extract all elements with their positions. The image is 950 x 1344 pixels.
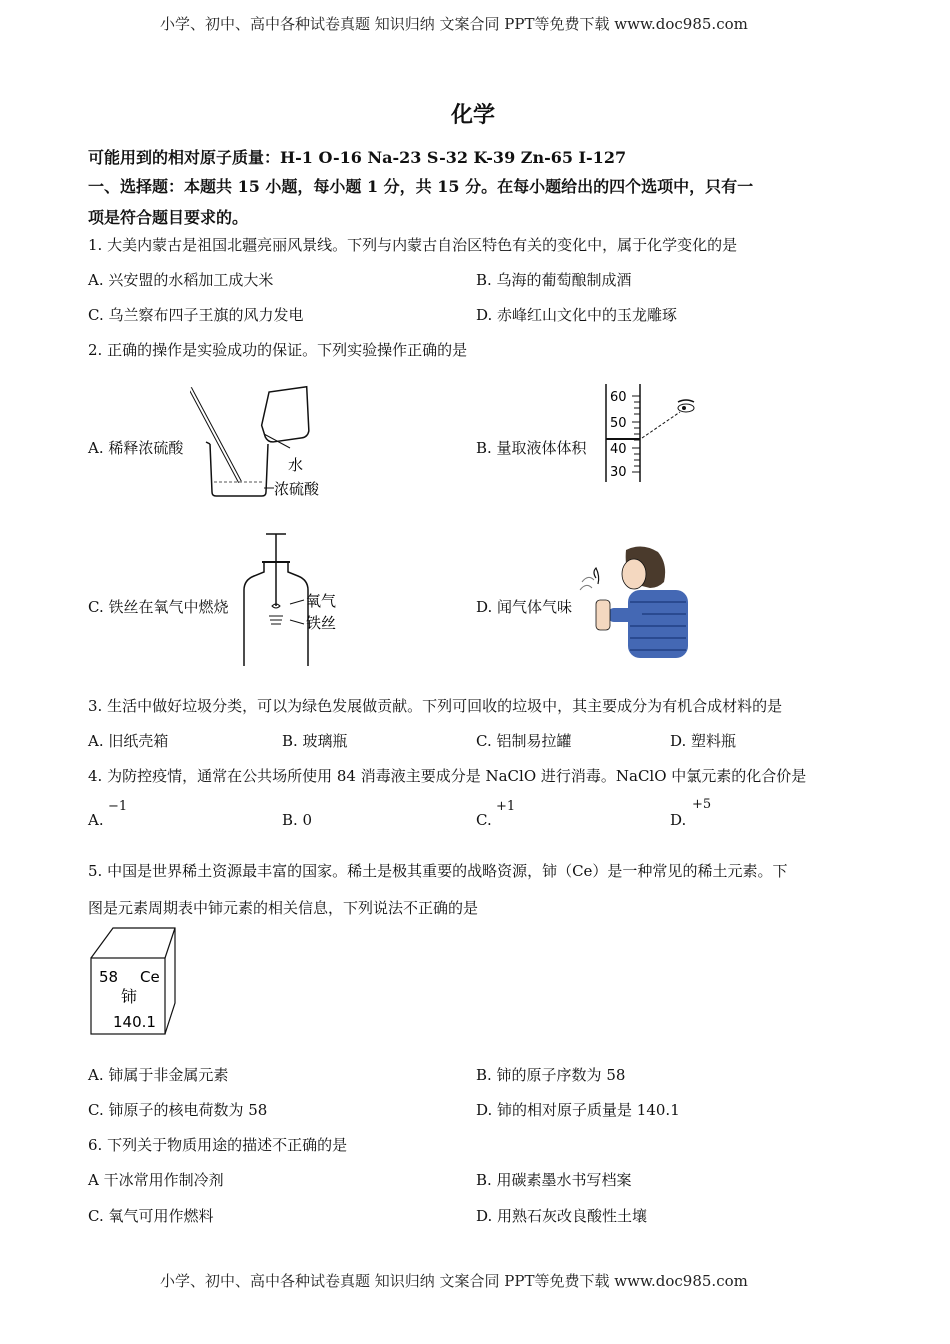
q2-option-b: B. 量取液体体积 — [476, 439, 587, 457]
q5-option-a: A. 铈属于非金属元素 — [88, 1066, 229, 1084]
element-atomic-number: 58 — [99, 968, 119, 986]
figure-smell-gas-person — [578, 542, 693, 662]
page-footer: 小学、初中、高中各种试卷真题 知识归纳 文案合同 PPT等免费下载 www.doc985.com — [160, 1272, 748, 1290]
q5-stem-line2: 图是元素周期表中铈元素的相关信息，下列说法不正确的是 — [88, 899, 479, 917]
page-title: 化学 — [451, 102, 496, 128]
q2-stem: 2. 正确的操作是实验成功的保证。下列实验操作正确的是 — [88, 341, 468, 359]
q1-option-d: D. 赤峰红山文化中的玉龙雕琢 — [476, 306, 678, 324]
q4-stem: 4. 为防控疫情，通常在公共场所使用 84 消毒液主要成分是 NaClO 进行消毒。NaClO 中氯元素的化合价是 — [88, 767, 807, 785]
fig-b-tick-50: 50 — [610, 416, 627, 431]
eye-icon — [678, 400, 694, 412]
q6-option-c: C. 氧气可用作燃料 — [88, 1207, 214, 1225]
fig-a-label-water: 水 — [288, 456, 304, 474]
fig-b-tick-60: 60 — [610, 390, 627, 405]
figure-dilute-acid — [190, 382, 340, 502]
q1-stem: 1. 大美内蒙古是祖国北疆亮丽风景线。下列与内蒙古自治区特色有关的变化中，属于化学变化的是 — [88, 236, 738, 254]
q1-option-b: B. 乌海的葡萄酿制成酒 — [476, 271, 632, 289]
q5-option-c: C. 铈原子的核电荷数为 58 — [88, 1101, 268, 1119]
q3-option-b: B. 玻璃瓶 — [282, 732, 348, 750]
fig-a-label-acid: 浓硫酸 — [274, 480, 320, 498]
fig-b-tick-40: 40 — [610, 442, 627, 457]
q4-option-b: B. 0 — [282, 811, 313, 829]
q1-option-a: A. 兴安盟的水稻加工成大米 — [88, 271, 274, 289]
q5-stem-line1: 5. 中国是世界稀土资源最丰富的国家。稀土是极其重要的战略资源，铈（Ce）是一种常见的稀土元素。下 — [88, 862, 788, 880]
q5-option-d: D. 铈的相对原子质量是 140.1 — [476, 1101, 680, 1119]
section-heading-line1: 一、选择题：本题共 15 小题，每小题 1 分，共 15 分。在每小题给出的四个选项中，只有一 — [88, 177, 754, 196]
atomic-masses: 可能用到的相对原子质量：H-1 O-16 Na-23 S-32 K-39 Zn-65 I-127 — [88, 148, 627, 167]
element-symbol: Ce — [140, 968, 160, 986]
q4-option-a: A. — [88, 811, 104, 829]
q2-option-c: C. 铁丝在氧气中燃烧 — [88, 598, 229, 616]
q3-option-a: A. 旧纸壳箱 — [88, 732, 169, 750]
page-header: 小学、初中、高中各种试卷真题 知识归纳 文案合同 PPT等免费下载 www.doc985.com — [160, 15, 748, 33]
element-card-cerium — [88, 925, 178, 1037]
q5-option-b: B. 铈的原子序数为 58 — [476, 1066, 626, 1084]
q6-option-b: B. 用碳素墨水书写档案 — [476, 1171, 632, 1189]
q6-option-a: A 干冰常用作制冷剂 — [88, 1171, 224, 1189]
q4-option-a-valence: −1 — [108, 799, 128, 814]
q6-option-d: D. 用熟石灰改良酸性土壤 — [476, 1207, 648, 1225]
q4-option-c-valence: +1 — [496, 799, 516, 814]
fig-c-label-oxygen: 氧气 — [306, 592, 337, 610]
q1-option-c: C. 乌兰察布四子王旗的风力发电 — [88, 306, 304, 324]
figure-iron-wire-bottle — [236, 532, 356, 670]
element-name: 铈 — [121, 987, 138, 1006]
q3-option-c: C. 铝制易拉罐 — [476, 732, 572, 750]
figure-graduated-cylinder — [598, 382, 708, 484]
q2-option-a: A. 稀释浓硫酸 — [88, 439, 184, 457]
fig-b-tick-30: 30 — [610, 465, 627, 480]
fig-c-label-iron: 铁丝 — [306, 614, 337, 632]
q4-option-d: D. — [670, 811, 687, 829]
q6-stem: 6. 下列关于物质用途的描述不正确的是 — [88, 1136, 348, 1154]
q4-option-d-valence: +5 — [692, 797, 712, 812]
q3-stem: 3. 生活中做好垃圾分类，可以为绿色发展做贡献。下列可回收的垃圾中，其主要成分为有机合成材料的是 — [88, 697, 783, 715]
q3-option-d: D. 塑料瓶 — [670, 732, 737, 750]
section-heading-line2: 项是符合题目要求的。 — [88, 208, 249, 227]
q2-option-d: D. 闻气体气味 — [476, 598, 573, 616]
q4-option-c: C. — [476, 811, 492, 829]
element-atomic-mass: 140.1 — [113, 1013, 156, 1031]
